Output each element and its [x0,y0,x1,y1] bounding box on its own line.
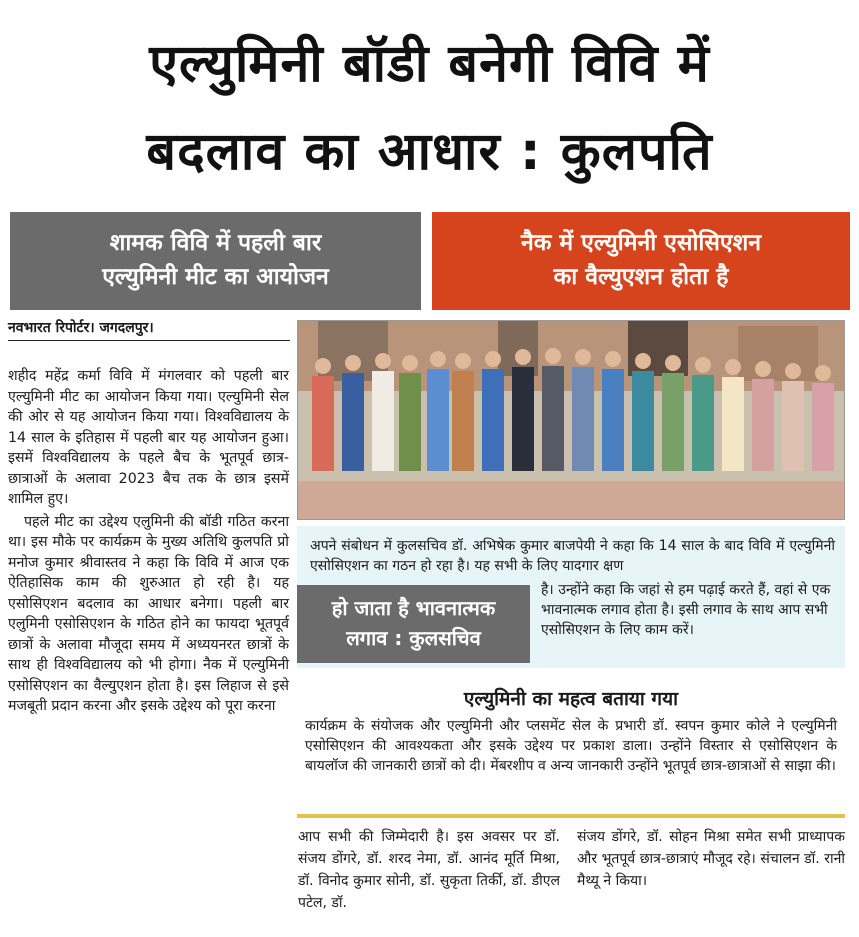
band-right-line-1: नैक में एल्युमिनी एसोसिएशन [520,230,762,256]
band-left [10,212,421,310]
left-column [8,366,289,717]
headline-line-1: एल्युमिनी बॉडी बनेगी विवि में [149,34,710,94]
registrar-right-text: है। उन्होंने कहा कि जहां से हम पढ़ाई करते हैं, वहां से एक भावनात्मक लगाव होता है। इसी लगाव के साथ आप सभी एसोसिएशन के लिए काम करें। [541,582,831,638]
section-body: कार्यक्रम के संयोजक और एल्युमिनी और प्लसमेंट सेल के प्रभारी डॉ. स्वपन कुमार कोले ने एल्युमिनी एसोसिएशन की आवश्यकता और इसके उद्देश्य पर प्रकाश डाला। उन्होंने विस्तार से एसोसिएशन के बायलॉज की जानकारी छात्रों को दी। मेंबरशीप व अन्य जानकारी उन्होंने भूतपूर्व छात्र-छात्राओं से साझा की। [305,718,837,774]
pull-quote-line-2: लगाव : कुलसचिव [346,626,481,650]
band-right-line-2: का वैल्युएशन होता है [553,264,729,290]
left-paragraph-1: शहीद महेंद्र कर्मा विवि में मंगलवार को पहली बार एल्युमिनी मीट का आयोजन किया गया। एल्युमिनी सेल की ओर से यह आयोजन किया गया। विश्वविद्यालय के 14 साल के इतिहास में पहली बार यह आयोजन हुआ। इसमें विश्वविद्यालय के पहले बैच के भूतपूर्व छात्र-छात्राओं के अलावा 2023 बैच तक के छात्र इसमें शामिल हुए। [8,368,289,507]
left-paragraph-2: पहले मीट का उद्देश्य एलुमिनी की बॉडी गठित करना था। इस मौके पर कार्यक्रम के मुख्य अतिथि कुलपति प्रो मनोज कुमार श्रीवास्तव ने कहा कि विवि में आज एक ऐतिहासिक काम की शुरुआत हो रही है। यह एसोसिएशन बदलाव का आधार बनेगा। पहली बार एलुमिनी एसोसिएशन के गठित होने का फायदा भूतपूर्व छात्रों के अलावा मौजूदा समय में अध्ययनरत छात्रों के साथ ही विश्वविद्यालय को भी होगा। नैक में एल्युमिनी एसोसिएशन का वैल्युएशन होता है। इस लिहाज से इसे मजबूती प्रदान करना और इसके उद्देश्य को पूरा करना [8,513,289,714]
band-left-line-1: शामक विवि में पहली बार [109,230,322,256]
bottom-middle-column: आप सभी की जिम्मेदारी है। इस अवसर पर डॉ. संजय डोंगरे, डॉ. शरद नेमा, डॉ. आनंद मूर्ति मिश्रा, डॉ. विनोद कुमार सोनी, डॉ. सुकृता तिर्की, डॉ. डीएल पटेल, डॉ. [298,829,560,911]
bottom-right-column: संजय डोंगरे, डॉ. सोहन मिश्रा समेत सभी प्राध्यापक और भूतपूर्व छात्र-छात्राएं मौजूद रहे। संचालन डॉ. रानी मैथ्यू ने किया। [577,829,845,889]
headline-line-2: बदलाव का आधार : कुलपति [146,122,713,182]
yellow-rule [297,814,845,818]
band-left-line-2: एल्युमिनी मीट का आयोजन [102,264,329,290]
pull-quote-line-1: हो जाता है भावनात्मक [331,596,496,620]
group-photo-illustration [298,321,845,520]
byline: नवभारत रिपोर्टर। जगदलपुर। [8,318,290,341]
group-photo [297,320,845,520]
registrar-top-text: अपने संबोधन में कुलसचिव डॉ. अभिषेक कुमार बाजपेयी ने कहा कि 14 साल के बाद विवि में एल्युमिनी एसोसिएशन का गठन हो रहा है। यह सभी के लिए यादगार क्षण [310,538,835,574]
pull-quote [297,585,530,663]
section-heading: एल्युमिनी का महत्व बताया गया [463,688,679,710]
band-right [432,212,850,310]
